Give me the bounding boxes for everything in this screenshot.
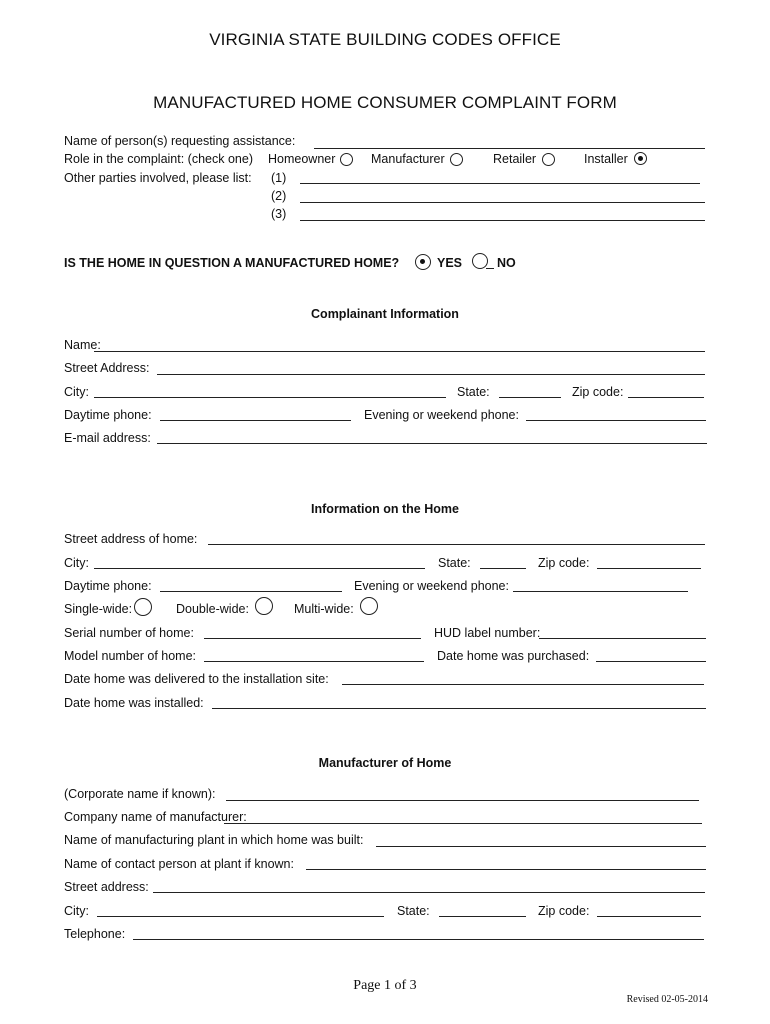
manufactured-yes-radio[interactable] xyxy=(415,254,431,270)
manufacturer-city-label: City: xyxy=(64,904,89,918)
single-wide-label: Single-wide: xyxy=(64,602,133,616)
party-number-2: (2) xyxy=(271,189,287,203)
manufacturer-zip-label: Zip code: xyxy=(538,904,590,918)
multi-wide-label: Multi-wide: xyxy=(294,602,354,616)
contact-person-field[interactable] xyxy=(306,869,706,870)
date-purchased-label: Date home was purchased: xyxy=(437,649,590,663)
role-manufacturer-label: Manufacturer xyxy=(371,152,445,166)
hud-label-number-field[interactable] xyxy=(539,638,706,639)
complainant-street-field[interactable] xyxy=(157,374,705,375)
manufacturer-street-field[interactable] xyxy=(153,892,705,893)
home-city-field[interactable] xyxy=(94,568,425,569)
contact-person-label: Name of contact person at plant if known: xyxy=(64,857,294,871)
page-number: Page 1 of 3 xyxy=(353,978,417,993)
manufacturer-city-field[interactable] xyxy=(97,916,384,917)
manufactured-no-underline xyxy=(486,268,494,269)
home-evening-phone-label: Evening or weekend phone: xyxy=(354,579,509,593)
manufactured-yes-label: YES xyxy=(437,256,463,270)
manufacturer-zip-field[interactable] xyxy=(597,916,701,917)
complainant-zip-label: Zip code: xyxy=(572,385,624,399)
hud-label-number-label: HUD label number: xyxy=(434,626,541,640)
home-city-label: City: xyxy=(64,556,89,570)
home-zip-field[interactable] xyxy=(597,568,701,569)
manufacturer-heading: Manufacturer of Home xyxy=(318,756,452,770)
complainant-heading: Complainant Information xyxy=(311,307,459,321)
complainant-name-field[interactable] xyxy=(94,351,705,352)
role-homeowner-label: Homeowner xyxy=(268,152,336,166)
requester-names-field[interactable] xyxy=(314,148,705,149)
complainant-day-phone-label: Daytime phone: xyxy=(64,408,152,422)
manufactured-no-label: NO xyxy=(497,256,516,270)
role-retailer-label: Retailer xyxy=(493,152,537,166)
manufacturer-state-label: State: xyxy=(397,904,430,918)
model-number-label: Model number of home: xyxy=(64,649,197,663)
home-day-phone-field[interactable] xyxy=(160,591,342,592)
complainant-city-field[interactable] xyxy=(94,397,446,398)
home-street-label: Street address of home: xyxy=(64,532,198,546)
home-day-phone-label: Daytime phone: xyxy=(64,579,152,593)
complainant-state-field[interactable] xyxy=(499,397,561,398)
party-3-field[interactable] xyxy=(300,220,705,221)
manufacturer-phone-field[interactable] xyxy=(133,939,704,940)
plant-name-field[interactable] xyxy=(376,846,706,847)
form-title: MANUFACTURED HOME CONSUMER COMPLAINT FORM xyxy=(153,93,617,112)
role-installer-label: Installer xyxy=(584,152,628,166)
party-number-3: (3) xyxy=(271,207,287,221)
home-state-field[interactable] xyxy=(480,568,526,569)
manufactured-no-radio[interactable] xyxy=(472,253,488,269)
complainant-city-label: City: xyxy=(64,385,89,399)
plant-name-label: Name of manufacturing plant in which home was built: xyxy=(64,833,364,847)
party-1-field[interactable] xyxy=(300,183,700,184)
company-name-label: Company name of manufacturer: xyxy=(64,810,247,824)
role-retailer-radio[interactable] xyxy=(542,153,555,166)
date-purchased-field[interactable] xyxy=(596,661,706,662)
role-manufacturer-radio[interactable] xyxy=(450,153,463,166)
role-installer-radio[interactable] xyxy=(634,152,647,165)
manufacturer-phone-label: Telephone: xyxy=(64,927,126,941)
party-2-field[interactable] xyxy=(300,202,705,203)
home-state-label: State: xyxy=(438,556,471,570)
double-wide-label: Double-wide: xyxy=(176,602,249,616)
complainant-zip-field[interactable] xyxy=(628,397,704,398)
complainant-evening-phone-label: Evening or weekend phone: xyxy=(364,408,519,422)
complainant-day-phone-field[interactable] xyxy=(160,420,351,421)
home-zip-label: Zip code: xyxy=(538,556,590,570)
date-installed-field[interactable] xyxy=(212,708,706,709)
complainant-name-label: Name: xyxy=(64,338,101,352)
party-number-1: (1) xyxy=(271,171,287,185)
model-number-field[interactable] xyxy=(204,661,424,662)
revised-date: Revised 02-05-2014 xyxy=(626,994,708,1005)
serial-number-label: Serial number of home: xyxy=(64,626,194,640)
manufacturer-street-label: Street address: xyxy=(64,880,149,894)
manufactured-question: IS THE HOME IN QUESTION A MANUFACTURED HOME? xyxy=(64,256,400,270)
corporate-name-label: (Corporate name if known): xyxy=(64,787,216,801)
company-name-field[interactable] xyxy=(224,823,702,824)
home-street-field[interactable] xyxy=(208,544,705,545)
role-label: Role in the complaint: (check one) xyxy=(64,152,253,166)
corporate-name-field[interactable] xyxy=(226,800,699,801)
complainant-evening-phone-field[interactable] xyxy=(526,420,706,421)
date-installed-label: Date home was installed: xyxy=(64,696,204,710)
complainant-email-field[interactable] xyxy=(157,443,707,444)
double-wide-radio[interactable] xyxy=(255,597,273,615)
complainant-email-label: E-mail address: xyxy=(64,431,151,445)
requester-names-label: Name of person(s) requesting assistance: xyxy=(64,134,296,148)
multi-wide-radio[interactable] xyxy=(360,597,378,615)
date-delivered-label: Date home was delivered to the installation site: xyxy=(64,672,329,686)
date-delivered-field[interactable] xyxy=(342,684,704,685)
office-title: VIRGINIA STATE BUILDING CODES OFFICE xyxy=(209,30,561,49)
complainant-street-label: Street Address: xyxy=(64,361,150,375)
single-wide-radio[interactable] xyxy=(134,598,152,616)
serial-number-field[interactable] xyxy=(204,638,421,639)
role-homeowner-radio[interactable] xyxy=(340,153,353,166)
manufacturer-state-field[interactable] xyxy=(439,916,526,917)
home-evening-phone-field[interactable] xyxy=(513,591,688,592)
complainant-state-label: State: xyxy=(457,385,490,399)
home-heading: Information on the Home xyxy=(311,502,459,516)
other-parties-label: Other parties involved, please list: xyxy=(64,171,252,185)
